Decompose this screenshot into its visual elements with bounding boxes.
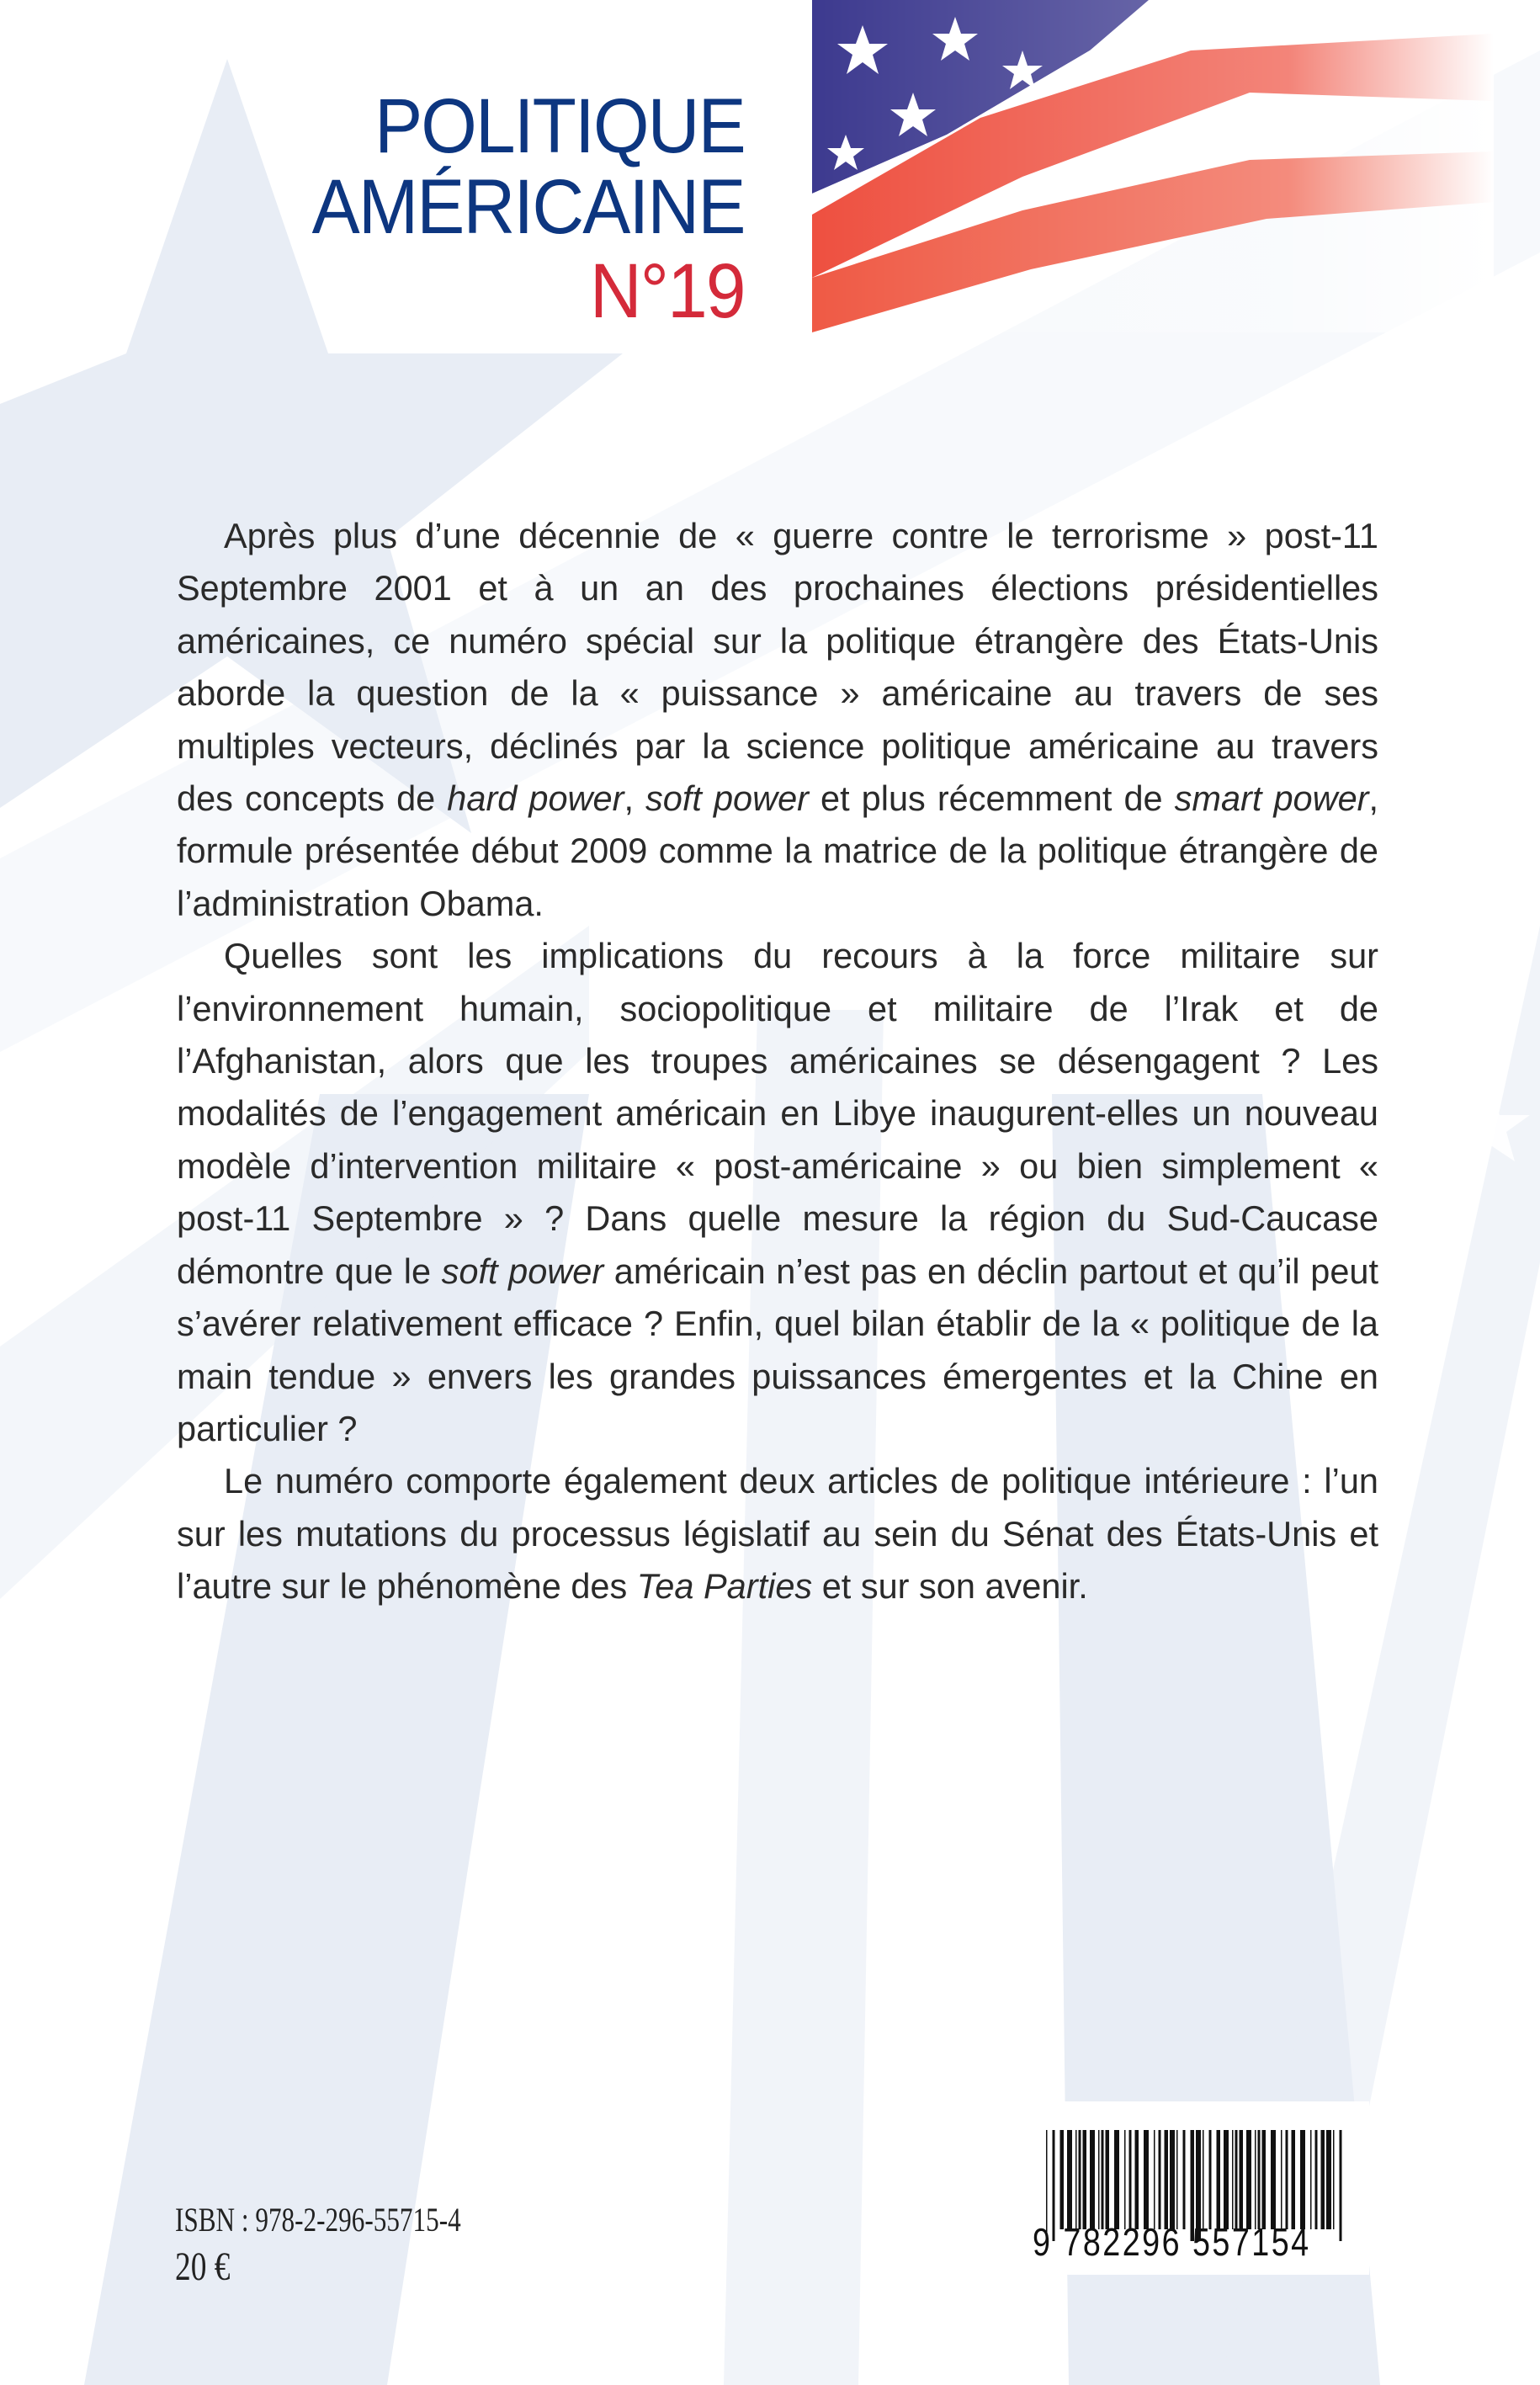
barcode-bar	[1217, 2130, 1221, 2229]
barcode-bar	[1106, 2130, 1110, 2229]
barcode-bar	[1321, 2130, 1325, 2229]
barcode-bar	[1286, 2130, 1288, 2229]
barcode-bar	[1262, 2130, 1267, 2229]
barcode-bar	[1246, 2130, 1251, 2229]
barcode-bar	[1340, 2130, 1342, 2241]
barcode-bar	[1060, 2130, 1065, 2229]
paragraph	[177, 930, 1378, 1455]
price-label: 20 €	[175, 2244, 231, 2289]
text-segment: et plus récemment de	[808, 778, 1175, 819]
barcode-bar	[1144, 2130, 1149, 2229]
barcode-bar	[1209, 2130, 1212, 2229]
barcode-bar	[1300, 2130, 1305, 2229]
barcode-bar	[1326, 2130, 1331, 2229]
barcode-bar	[1232, 2130, 1234, 2229]
barcode-bar	[1224, 2130, 1229, 2229]
barcode-bar	[1281, 2130, 1282, 2229]
barcode-bar	[1154, 2130, 1155, 2229]
barcode-bar	[1203, 2130, 1204, 2229]
barcode-bar	[1315, 2130, 1318, 2229]
italic-term: smart power	[1174, 778, 1369, 819]
text-segment: ,	[624, 778, 646, 819]
text-segment: Quelles sont les implications du recours à la force militaire sur l’environnement humain, sociopolitique et militaire de l’Irak et de l’Afghanistan, alors que les troupes américaines se désengagent ? Les modalités de l’engagement américain en Libye inaugurent-elles un nouveau modèle d’intervention militaire « post-américaine » ou bien simplement « post-11 Septembre » ? Dans quelle mesure la région du Sud-Caucase démontre que le	[177, 936, 1378, 1291]
barcode-bar	[1255, 2130, 1256, 2229]
barcode-digits: 9 782296 557154	[1033, 2220, 1311, 2264]
barcode-bar	[1240, 2130, 1244, 2229]
barcode-bar	[1159, 2130, 1161, 2229]
text-segment: américain n’est pas en déclin partout et qu’il peut s’avérer relativement efficace ? Enfin, quel bilan établir de la « politique de la main tendue » envers les grandes puissances émergentes et la Chine en particulier ?	[177, 1251, 1379, 1448]
barcode-bar	[1079, 2130, 1081, 2229]
issue-number: N°19	[590, 248, 745, 334]
barcode-bar	[1090, 2130, 1095, 2229]
barcode-bar	[1098, 2130, 1100, 2229]
paragraph	[177, 510, 1378, 930]
barcode-bar	[1292, 2130, 1296, 2229]
barcode-bar	[1114, 2130, 1119, 2229]
text-segment: , formule présentée début 2009 comme la matrice de la politique étrangère de l’administration Obama.	[177, 778, 1379, 923]
italic-term: Tea Parties	[636, 1566, 813, 1607]
paragraph	[177, 1455, 1378, 1612]
american-flag-illustration	[812, 0, 1494, 332]
barcode	[1016, 2101, 1369, 2275]
barcode-bar	[1170, 2130, 1175, 2229]
barcode-bar	[1129, 2130, 1132, 2229]
barcode-bar	[1310, 2130, 1312, 2229]
barcode-bar	[1176, 2130, 1178, 2229]
text-segment: Le numéro comporte également deux articles de politique intérieure : l’un sur les mutations du processus législatif au sein du Sénat des États-Unis et l’autre sur le phénomène des	[177, 1461, 1378, 1607]
barcode-bar	[1102, 2130, 1104, 2229]
back-cover-description	[177, 510, 1378, 1613]
barcode-bar	[1333, 2130, 1335, 2229]
isbn-label: ISBN : 978-2-296-55715-4	[175, 2201, 461, 2239]
text-segment: Après plus d’une décennie de « guerre contre le terrorisme » post-11 Septembre 2001 et à un an des prochaines élections présidentielles américaines, ce numéro spécial sur la politique étrangère des États-Unis aborde la question de la « puissance » américaine au travers de ses multiples vecteurs, déclinés par la science politique américaine au travers des concepts de	[177, 516, 1378, 819]
barcode-bar	[1083, 2130, 1087, 2229]
barcode-bar	[1124, 2130, 1126, 2229]
barcode-bar	[1067, 2130, 1072, 2229]
barcode-bar	[1258, 2130, 1261, 2229]
italic-term: hard power	[447, 778, 624, 819]
barcode-bar	[1183, 2130, 1186, 2229]
journal-title-line2: AMÉRICAINE	[312, 164, 745, 250]
barcode-bar	[1271, 2130, 1276, 2229]
italic-term: soft power	[645, 778, 809, 819]
journal-title-line1: POLITIQUE	[374, 83, 745, 169]
text-segment: et sur son avenir.	[812, 1566, 1088, 1607]
barcode-bar	[1235, 2130, 1238, 2229]
barcode-bar	[1165, 2130, 1169, 2229]
barcode-bar	[1135, 2130, 1139, 2229]
italic-term: soft power	[441, 1251, 604, 1291]
barcode-bar	[1075, 2130, 1077, 2229]
